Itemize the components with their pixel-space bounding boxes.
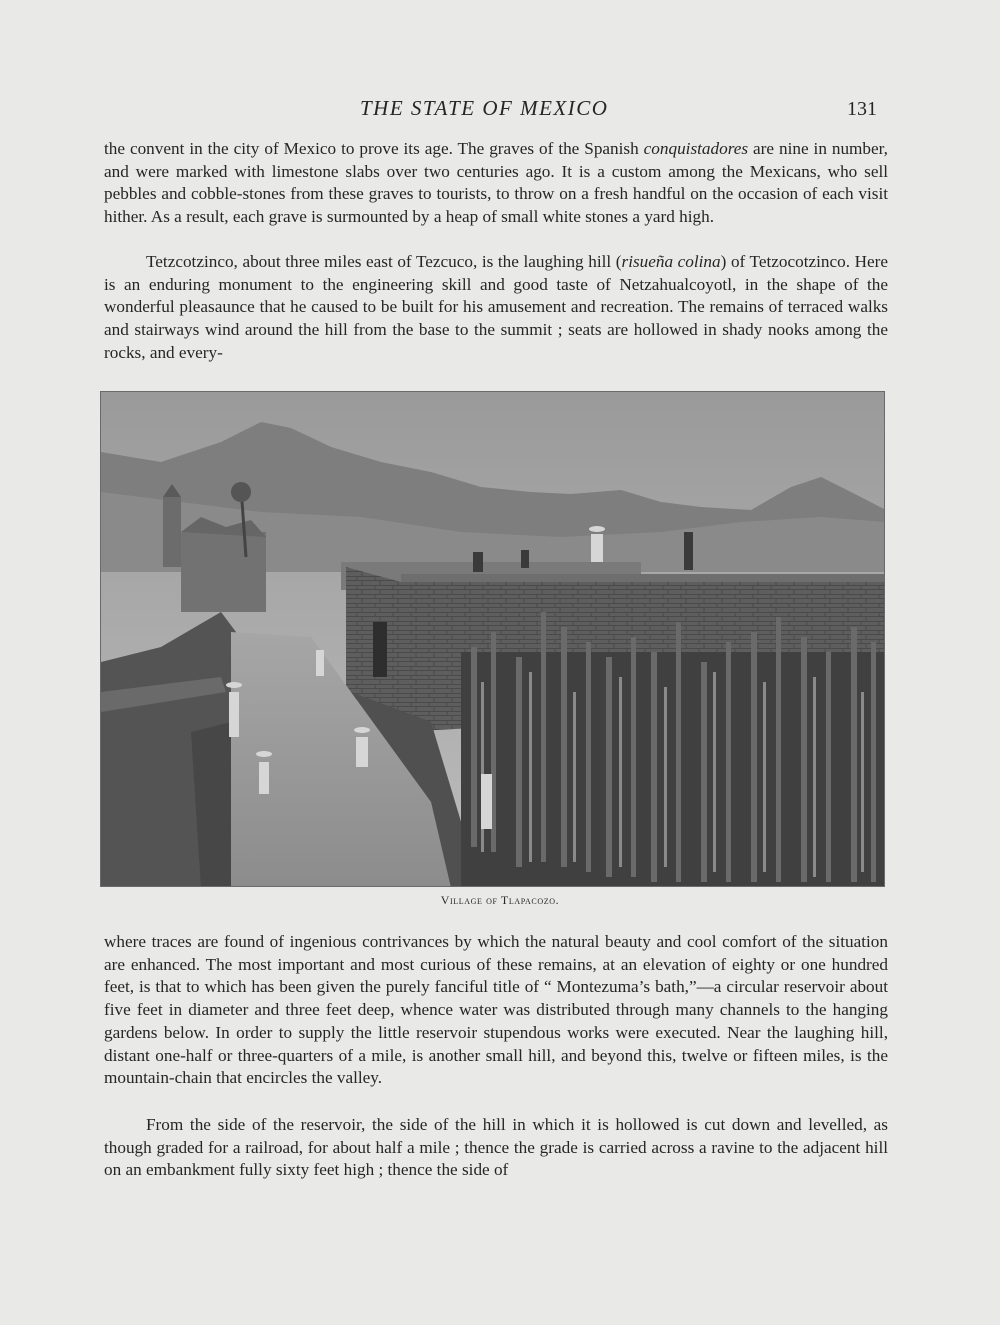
italic-term: risueña colina xyxy=(621,252,721,271)
body-paragraph xyxy=(104,138,888,229)
italic-term: conquistadores xyxy=(643,139,749,158)
village-photograph xyxy=(100,391,885,887)
text-run: where traces are found of ingenious contrivances by which the natural beauty and cool comfort of the situation are enhanced. The most important and most curious of these remains, at an elevation of eighty or one hundred feet, is that to which has been given the purely fanciful title of “ Montezuma’s bath,”—a circular reservoir about five feet in diameter and three feet deep, whence water was distributed through many channels to the hanging gardens below. In order to supply the little reservoir stupendous works were executed. Near the laughing hill, distant one-half or three-quarters of a mile, is another small hill, and beyond this, twelve or fifteen miles, is the mountain-chain that encircles the valley. xyxy=(104,932,888,1088)
body-paragraph xyxy=(104,251,888,365)
running-title: THE STATE OF MEXICO xyxy=(360,96,609,120)
text-run: From the side of the reservoir, the side of the hill in which it is hollowed is cut down and levelled, as though graded for a railroad, for about half a mile ; thence the grade is carried across a ravine to the adjacent hill on an embankment fully sixty feet high ; thence the side of xyxy=(104,1115,888,1180)
text-run: Tetzcotzinco, about three miles east of Tezcuco, is the laughing hill ( xyxy=(146,252,622,271)
text-run: ) of Tetzocotzinco. Here is an enduring monument to the engineering skill and good taste of Netzahualcoyotl, in the shape of the wonderful pleasaunce that he caused to be built for his amusement and recreation. The remains of terraced walks and stairways wind around the hill from the base to the summit ; seats are hollowed in shady nooks among the rocks, and every- xyxy=(104,252,888,362)
figure-caption: Village of Tlapacozo. xyxy=(440,893,560,907)
text-run: the convent in the city of Mexico to prove its age. The graves of the Spanish xyxy=(104,139,644,158)
body-paragraph xyxy=(104,1114,888,1182)
page-number: 131 xyxy=(847,98,877,120)
page-header xyxy=(0,96,1000,126)
body-paragraph xyxy=(104,931,888,1090)
text-run: are nine in number, and were marked with limestone slabs over two centuries ago. It is a custom among the Mexicans, who sell pebbles and cobble-stones from these graves to tourists, to throw on a fresh handful on the occasion of each visit hither. As a result, each grave is surmounted by a heap of small white stones a yard high. xyxy=(104,139,888,227)
